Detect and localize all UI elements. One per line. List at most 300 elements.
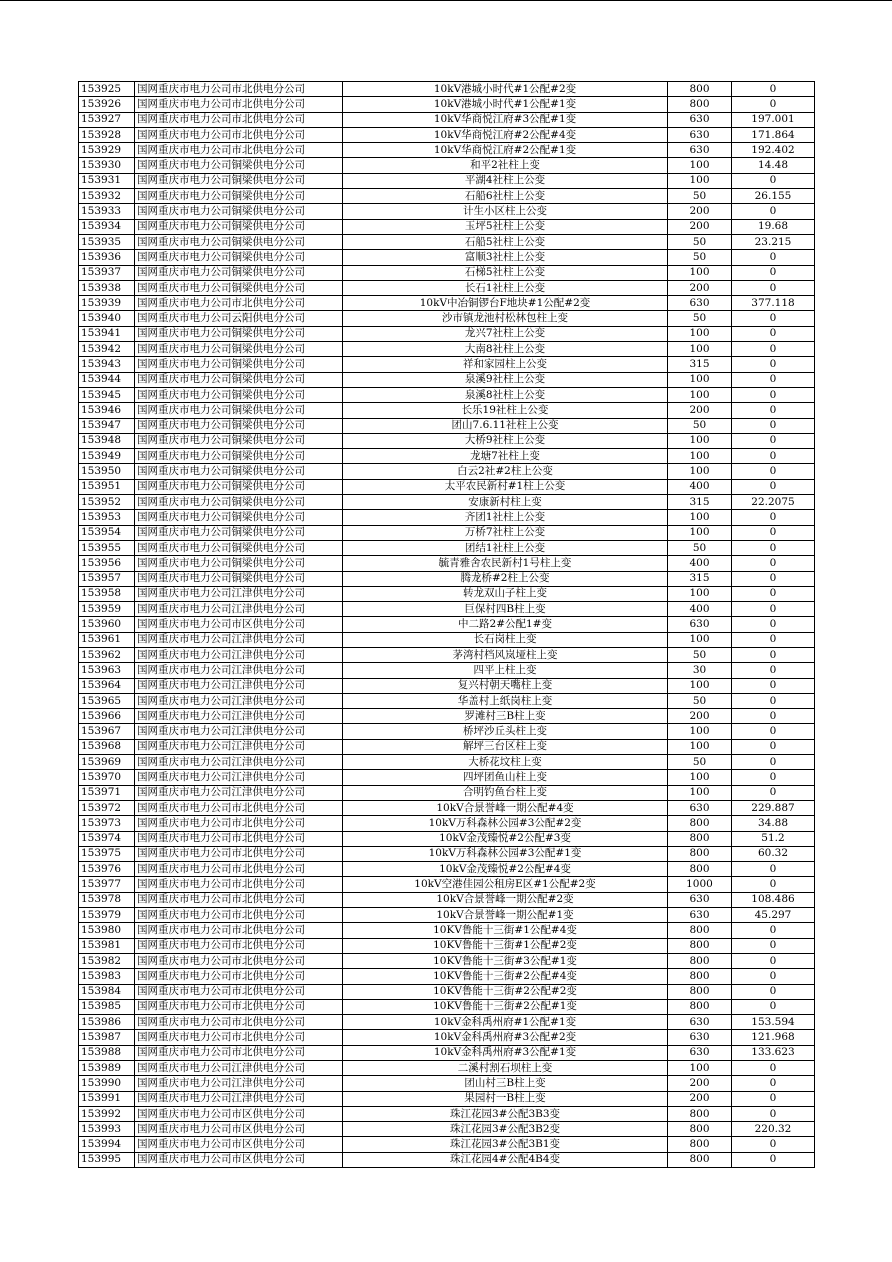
row-id-cell: 153951 (79, 479, 135, 494)
company-cell: 国网重庆市电力公司市区供电分公司 (135, 1152, 343, 1167)
capacity-cell: 50 (668, 189, 732, 204)
capacity-cell: 800 (668, 1152, 732, 1167)
value-cell: 0 (732, 1091, 815, 1106)
table-row (79, 892, 815, 907)
value-cell: 0 (732, 877, 815, 892)
company-cell: 国网重庆市电力公司铜梁供电分公司 (135, 540, 343, 555)
transformer-name-cell: 10kV空港佳园公租房E区#1公配#2变 (343, 877, 668, 892)
row-id-cell: 153929 (79, 143, 135, 158)
company-cell: 国网重庆市电力公司市北供电分公司 (135, 296, 343, 311)
capacity-cell: 800 (668, 953, 732, 968)
row-id-cell: 153961 (79, 632, 135, 647)
table-row (79, 280, 815, 295)
table-row (79, 173, 815, 188)
transformer-name-cell: 大南8社柱上公变 (343, 342, 668, 357)
table-row (79, 112, 815, 127)
capacity-cell: 315 (668, 357, 732, 372)
capacity-cell: 630 (668, 617, 732, 632)
company-cell: 国网重庆市电力公司市北供电分公司 (135, 1030, 343, 1045)
company-cell: 国网重庆市电力公司市北供电分公司 (135, 816, 343, 831)
table-row (79, 908, 815, 923)
value-cell: 0 (732, 556, 815, 571)
transformer-name-cell: 10KV鲁能十三街#2公配#4变 (343, 969, 668, 984)
value-cell: 108.486 (732, 892, 815, 907)
company-cell: 国网重庆市电力公司铜梁供电分公司 (135, 479, 343, 494)
transformer-name-cell: 10kV华商悦江府#2公配#1变 (343, 143, 668, 158)
company-cell: 国网重庆市电力公司江津供电分公司 (135, 709, 343, 724)
company-cell: 国网重庆市电力公司市区供电分公司 (135, 1137, 343, 1152)
capacity-cell: 800 (668, 862, 732, 877)
capacity-cell: 100 (668, 372, 732, 387)
company-cell: 国网重庆市电力公司江津供电分公司 (135, 693, 343, 708)
table-row (79, 984, 815, 999)
transformer-name-cell: 计生小区柱上公变 (343, 204, 668, 219)
value-cell: 0 (732, 1076, 815, 1091)
value-cell: 0 (732, 953, 815, 968)
company-cell: 国网重庆市电力公司铜梁供电分公司 (135, 342, 343, 357)
capacity-cell: 50 (668, 647, 732, 662)
value-cell: 171.864 (732, 127, 815, 142)
value-cell: 0 (732, 678, 815, 693)
row-id-cell: 153960 (79, 617, 135, 632)
capacity-cell: 200 (668, 1091, 732, 1106)
capacity-cell: 800 (668, 816, 732, 831)
table-row (79, 1122, 815, 1137)
table-row (79, 372, 815, 387)
row-id-cell: 153965 (79, 693, 135, 708)
value-cell: 0 (732, 387, 815, 402)
row-id-cell: 153966 (79, 709, 135, 724)
value-cell: 0 (732, 418, 815, 433)
transformer-name-cell: 二溪村割石坝柱上变 (343, 1061, 668, 1076)
company-cell: 国网重庆市电力公司铜梁供电分公司 (135, 265, 343, 280)
row-id-cell: 153948 (79, 433, 135, 448)
table-row (79, 969, 815, 984)
transformer-name-cell: 桥坪沙丘头柱上变 (343, 724, 668, 739)
capacity-cell: 315 (668, 571, 732, 586)
row-id-cell: 153937 (79, 265, 135, 280)
capacity-cell: 100 (668, 678, 732, 693)
capacity-cell: 800 (668, 1137, 732, 1152)
value-cell: 34.88 (732, 816, 815, 831)
transformer-name-cell: 万桥7社柱上公变 (343, 525, 668, 540)
row-id-cell: 153972 (79, 800, 135, 815)
row-id-cell: 153982 (79, 953, 135, 968)
row-id-cell: 153992 (79, 1106, 135, 1121)
capacity-cell: 800 (668, 984, 732, 999)
table-row (79, 479, 815, 494)
capacity-cell: 100 (668, 770, 732, 785)
value-cell: 0 (732, 923, 815, 938)
transformer-name-cell: 长石1社柱上公变 (343, 280, 668, 295)
transformer-table (78, 81, 815, 1168)
capacity-cell: 1000 (668, 877, 732, 892)
row-id-cell: 153964 (79, 678, 135, 693)
transformer-name-cell: 10kV港城小时代#1公配#2变 (343, 82, 668, 97)
company-cell: 国网重庆市电力公司市北供电分公司 (135, 143, 343, 158)
capacity-cell: 630 (668, 112, 732, 127)
company-cell: 国网重庆市电力公司铜梁供电分公司 (135, 326, 343, 341)
capacity-cell: 800 (668, 97, 732, 112)
company-cell: 国网重庆市电力公司铜梁供电分公司 (135, 433, 343, 448)
table-row (79, 770, 815, 785)
value-cell: 0 (732, 969, 815, 984)
capacity-cell: 400 (668, 556, 732, 571)
value-cell: 121.968 (732, 1030, 815, 1045)
company-cell: 国网重庆市电力公司市北供电分公司 (135, 112, 343, 127)
transformer-name-cell: 和平2社柱上变 (343, 158, 668, 173)
row-id-cell: 153928 (79, 127, 135, 142)
row-id-cell: 153975 (79, 846, 135, 861)
table-row (79, 127, 815, 142)
table-row (79, 418, 815, 433)
company-cell: 国网重庆市电力公司市北供电分公司 (135, 97, 343, 112)
row-id-cell: 153938 (79, 280, 135, 295)
table-row (79, 724, 815, 739)
row-id-cell: 153931 (79, 173, 135, 188)
table-row (79, 739, 815, 754)
value-cell: 197.001 (732, 112, 815, 127)
capacity-cell: 100 (668, 464, 732, 479)
table-row (79, 999, 815, 1014)
company-cell: 国网重庆市电力公司市北供电分公司 (135, 908, 343, 923)
capacity-cell: 630 (668, 892, 732, 907)
transformer-name-cell: 10kV合景誉峰一期公配#1变 (343, 908, 668, 923)
table-row (79, 158, 815, 173)
table-row (79, 877, 815, 892)
value-cell: 0 (732, 663, 815, 678)
row-id-cell: 153967 (79, 724, 135, 739)
company-cell: 国网重庆市电力公司江津供电分公司 (135, 1091, 343, 1106)
company-cell: 国网重庆市电力公司市北供电分公司 (135, 923, 343, 938)
table-row (79, 938, 815, 953)
table-row (79, 204, 815, 219)
transformer-name-cell: 10kV合景誉峰一期公配#4变 (343, 800, 668, 815)
table-row (79, 82, 815, 97)
transformer-name-cell: 泉溪9社柱上公变 (343, 372, 668, 387)
capacity-cell: 50 (668, 755, 732, 770)
capacity-cell: 100 (668, 449, 732, 464)
value-cell: 0 (732, 1137, 815, 1152)
row-id-cell: 153926 (79, 97, 135, 112)
value-cell: 45.297 (732, 908, 815, 923)
row-id-cell: 153989 (79, 1061, 135, 1076)
company-cell: 国网重庆市电力公司铜梁供电分公司 (135, 495, 343, 510)
capacity-cell: 50 (668, 311, 732, 326)
transformer-name-cell: 10kV中冶铜锣台F地块#1公配#2变 (343, 296, 668, 311)
capacity-cell: 630 (668, 908, 732, 923)
row-id-cell: 153952 (79, 495, 135, 510)
value-cell: 0 (732, 739, 815, 754)
capacity-cell: 100 (668, 586, 732, 601)
table-row (79, 311, 815, 326)
table-row (79, 326, 815, 341)
value-cell: 0 (732, 280, 815, 295)
transformer-name-cell: 10kV金科禹州府#3公配#1变 (343, 1045, 668, 1060)
company-cell: 国网重庆市电力公司铜梁供电分公司 (135, 372, 343, 387)
company-cell: 国网重庆市电力公司市北供电分公司 (135, 999, 343, 1014)
company-cell: 国网重庆市电力公司市北供电分公司 (135, 969, 343, 984)
company-cell: 国网重庆市电力公司市北供电分公司 (135, 127, 343, 142)
capacity-cell: 100 (668, 387, 732, 402)
value-cell: 60.32 (732, 846, 815, 861)
transformer-name-cell: 齐团1社柱上公变 (343, 510, 668, 525)
value-cell: 0 (732, 525, 815, 540)
table-row (79, 647, 815, 662)
company-cell: 国网重庆市电力公司江津供电分公司 (135, 586, 343, 601)
row-id-cell: 153956 (79, 556, 135, 571)
company-cell: 国网重庆市电力公司市北供电分公司 (135, 1015, 343, 1030)
company-cell: 国网重庆市电力公司市北供电分公司 (135, 846, 343, 861)
row-id-cell: 153988 (79, 1045, 135, 1060)
company-cell: 国网重庆市电力公司江津供电分公司 (135, 739, 343, 754)
value-cell: 0 (732, 449, 815, 464)
capacity-cell: 100 (668, 525, 732, 540)
value-cell: 0 (732, 311, 815, 326)
capacity-cell: 200 (668, 709, 732, 724)
company-cell: 国网重庆市电力公司市北供电分公司 (135, 877, 343, 892)
table-row (79, 464, 815, 479)
transformer-name-cell: 解坪三台区柱上变 (343, 739, 668, 754)
capacity-cell: 200 (668, 403, 732, 418)
row-id-cell: 153974 (79, 831, 135, 846)
transformer-name-cell: 复兴村朝天嘴柱上变 (343, 678, 668, 693)
transformer-name-cell: 毓青雅舍农民新村1号柱上变 (343, 556, 668, 571)
company-cell: 国网重庆市电力公司江津供电分公司 (135, 770, 343, 785)
row-id-cell: 153955 (79, 540, 135, 555)
row-id-cell: 153962 (79, 647, 135, 662)
value-cell: 220.32 (732, 1122, 815, 1137)
capacity-cell: 800 (668, 999, 732, 1014)
transformer-name-cell: 白云2社#2柱上公变 (343, 464, 668, 479)
transformer-name-cell: 10kV万科森林公园#3公配#1变 (343, 846, 668, 861)
transformer-name-cell: 团山村三B柱上变 (343, 1076, 668, 1091)
capacity-cell: 800 (668, 923, 732, 938)
table-row (79, 250, 815, 265)
company-cell: 国网重庆市电力公司铜梁供电分公司 (135, 158, 343, 173)
company-cell: 国网重庆市电力公司铜梁供电分公司 (135, 464, 343, 479)
row-id-cell: 153936 (79, 250, 135, 265)
capacity-cell: 630 (668, 143, 732, 158)
capacity-cell: 630 (668, 1015, 732, 1030)
row-id-cell: 153984 (79, 984, 135, 999)
capacity-cell: 100 (668, 326, 732, 341)
company-cell: 国网重庆市电力公司铜梁供电分公司 (135, 418, 343, 433)
row-id-cell: 153950 (79, 464, 135, 479)
value-cell: 23.215 (732, 234, 815, 249)
table-row (79, 357, 815, 372)
row-id-cell: 153945 (79, 387, 135, 402)
row-id-cell: 153971 (79, 785, 135, 800)
row-id-cell: 153994 (79, 1137, 135, 1152)
row-id-cell: 153957 (79, 571, 135, 586)
company-cell: 国网重庆市电力公司铜梁供电分公司 (135, 357, 343, 372)
value-cell: 377.118 (732, 296, 815, 311)
value-cell: 0 (732, 586, 815, 601)
table-row (79, 831, 815, 846)
capacity-cell: 800 (668, 938, 732, 953)
table-row (79, 219, 815, 234)
value-cell: 0 (732, 693, 815, 708)
transformer-name-cell: 大桥花坟柱上变 (343, 755, 668, 770)
capacity-cell: 200 (668, 204, 732, 219)
value-cell: 0 (732, 709, 815, 724)
row-id-cell: 153927 (79, 112, 135, 127)
value-cell: 0 (732, 82, 815, 97)
value-cell: 0 (732, 938, 815, 953)
capacity-cell: 100 (668, 433, 732, 448)
table-row (79, 632, 815, 647)
capacity-cell: 100 (668, 739, 732, 754)
table-row (79, 816, 815, 831)
value-cell: 0 (732, 265, 815, 280)
value-cell: 0 (732, 479, 815, 494)
table-row (79, 495, 815, 510)
capacity-cell: 630 (668, 296, 732, 311)
table-row (79, 678, 815, 693)
transformer-name-cell: 团山7.6.11社柱上公变 (343, 418, 668, 433)
capacity-cell: 50 (668, 540, 732, 555)
value-cell: 153.594 (732, 1015, 815, 1030)
transformer-name-cell: 祥和家园柱上公变 (343, 357, 668, 372)
row-id-cell: 153932 (79, 189, 135, 204)
capacity-cell: 800 (668, 1122, 732, 1137)
table-row (79, 1076, 815, 1091)
capacity-cell: 200 (668, 219, 732, 234)
value-cell: 0 (732, 770, 815, 785)
row-id-cell: 153930 (79, 158, 135, 173)
table-row (79, 1045, 815, 1060)
table-row (79, 265, 815, 280)
capacity-cell: 200 (668, 280, 732, 295)
company-cell: 国网重庆市电力公司市北供电分公司 (135, 82, 343, 97)
table-row (79, 846, 815, 861)
value-cell: 0 (732, 999, 815, 1014)
value-cell: 0 (732, 724, 815, 739)
row-id-cell: 153925 (79, 82, 135, 97)
transformer-name-cell: 龙塘7社柱上变 (343, 449, 668, 464)
table-row (79, 571, 815, 586)
transformer-name-cell: 安康新村柱上变 (343, 495, 668, 510)
company-cell: 国网重庆市电力公司市北供电分公司 (135, 892, 343, 907)
row-id-cell: 153954 (79, 525, 135, 540)
row-id-cell: 153987 (79, 1030, 135, 1045)
value-cell: 133.623 (732, 1045, 815, 1060)
transformer-name-cell: 10kV金科禹州府#3公配#2变 (343, 1030, 668, 1045)
transformer-name-cell: 太平农民新村#1柱上公变 (343, 479, 668, 494)
row-id-cell: 153990 (79, 1076, 135, 1091)
capacity-cell: 400 (668, 479, 732, 494)
transformer-name-cell: 10kV金科禹州府#1公配#1变 (343, 1015, 668, 1030)
row-id-cell: 153963 (79, 663, 135, 678)
table-row (79, 540, 815, 555)
company-cell: 国网重庆市电力公司铜梁供电分公司 (135, 280, 343, 295)
capacity-cell: 30 (668, 663, 732, 678)
transformer-name-cell: 沙市镇龙池村松林包柱上变 (343, 311, 668, 326)
value-cell: 0 (732, 372, 815, 387)
transformer-name-cell: 10KV鲁能十三街#2公配#1变 (343, 999, 668, 1014)
company-cell: 国网重庆市电力公司铜梁供电分公司 (135, 510, 343, 525)
table-row (79, 709, 815, 724)
company-cell: 国网重庆市电力公司江津供电分公司 (135, 602, 343, 617)
capacity-cell: 50 (668, 234, 732, 249)
value-cell: 0 (732, 433, 815, 448)
transformer-name-cell: 团结1社柱上公变 (343, 540, 668, 555)
transformer-name-cell: 华盖村上纸岗柱上变 (343, 693, 668, 708)
transformer-name-cell: 10KV鲁能十三街#1公配#4变 (343, 923, 668, 938)
capacity-cell: 50 (668, 250, 732, 265)
capacity-cell: 800 (668, 1106, 732, 1121)
value-cell: 0 (732, 1152, 815, 1167)
table-row (79, 785, 815, 800)
value-cell: 0 (732, 326, 815, 341)
transformer-name-cell: 石船5社柱上公变 (343, 234, 668, 249)
company-cell: 国网重庆市电力公司铜梁供电分公司 (135, 234, 343, 249)
table-row (79, 510, 815, 525)
capacity-cell: 800 (668, 831, 732, 846)
company-cell: 国网重庆市电力公司铜梁供电分公司 (135, 189, 343, 204)
value-cell: 0 (732, 403, 815, 418)
transformer-name-cell: 四平上柱上变 (343, 663, 668, 678)
row-id-cell: 153940 (79, 311, 135, 326)
value-cell: 0 (732, 97, 815, 112)
row-id-cell: 153958 (79, 586, 135, 601)
company-cell: 国网重庆市电力公司铜梁供电分公司 (135, 449, 343, 464)
table-row (79, 663, 815, 678)
table-row (79, 1015, 815, 1030)
company-cell: 国网重庆市电力公司铜梁供电分公司 (135, 556, 343, 571)
value-cell: 0 (732, 357, 815, 372)
value-cell: 0 (732, 755, 815, 770)
transformer-name-cell: 10kV华商悦江府#2公配#4变 (343, 127, 668, 142)
value-cell: 192.402 (732, 143, 815, 158)
company-cell: 国网重庆市电力公司江津供电分公司 (135, 785, 343, 800)
row-id-cell: 153983 (79, 969, 135, 984)
row-id-cell: 153953 (79, 510, 135, 525)
table-row (79, 1030, 815, 1045)
capacity-cell: 100 (668, 342, 732, 357)
transformer-name-cell: 10kV万科森林公园#3公配#2变 (343, 816, 668, 831)
capacity-cell: 400 (668, 602, 732, 617)
capacity-cell: 100 (668, 1061, 732, 1076)
value-cell: 19.68 (732, 219, 815, 234)
value-cell: 51.2 (732, 831, 815, 846)
row-id-cell: 153985 (79, 999, 135, 1014)
transformer-name-cell: 长乐19社柱上公变 (343, 403, 668, 418)
table-row (79, 449, 815, 464)
company-cell: 国网重庆市电力公司云阳供电分公司 (135, 311, 343, 326)
transformer-name-cell: 珠江花园3#公配3B2变 (343, 1122, 668, 1137)
row-id-cell: 153946 (79, 403, 135, 418)
transformer-name-cell: 腾龙桥#2柱上公变 (343, 571, 668, 586)
company-cell: 国网重庆市电力公司市北供电分公司 (135, 831, 343, 846)
row-id-cell: 153995 (79, 1152, 135, 1167)
value-cell: 0 (732, 1061, 815, 1076)
transformer-name-cell: 石船6社柱上公变 (343, 189, 668, 204)
value-cell: 22.2075 (732, 495, 815, 510)
capacity-cell: 50 (668, 418, 732, 433)
company-cell: 国网重庆市电力公司市区供电分公司 (135, 1122, 343, 1137)
transformer-name-cell: 巨保村四B柱上变 (343, 602, 668, 617)
row-id-cell: 153993 (79, 1122, 135, 1137)
table-row (79, 953, 815, 968)
company-cell: 国网重庆市电力公司铜梁供电分公司 (135, 204, 343, 219)
table-row (79, 387, 815, 402)
transformer-name-cell: 中二路2#公配1#变 (343, 617, 668, 632)
company-cell: 国网重庆市电力公司江津供电分公司 (135, 724, 343, 739)
value-cell: 0 (732, 510, 815, 525)
capacity-cell: 100 (668, 632, 732, 647)
